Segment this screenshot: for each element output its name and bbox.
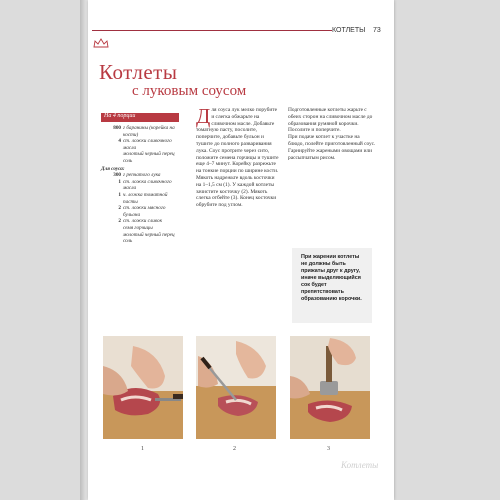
instructions-column-2	[288, 107, 376, 161]
page-number: 73	[373, 27, 381, 34]
meat-mallet-icon	[290, 336, 370, 439]
step-photo-2	[196, 336, 276, 439]
hands-cutting-meat-icon	[103, 336, 183, 439]
ingredient-item	[101, 151, 181, 158]
recipe-subtitle: с луковым соусом	[132, 83, 247, 99]
ingredient-qty: 800	[113, 125, 121, 131]
sauce-text: соль	[123, 238, 133, 245]
sauce-item	[101, 238, 181, 245]
sauce-qty: 1	[118, 178, 121, 185]
instructions-column-1	[196, 104, 281, 209]
ingredient-text: ст. ложки сливочного масла	[123, 138, 172, 151]
photo-caption-3: 3	[327, 446, 330, 452]
sauce-text: ст. ложки мясного бульона	[123, 205, 166, 218]
ingredient-qty: 4	[118, 138, 121, 145]
sauce-qty	[101, 232, 123, 239]
sauce-qty	[101, 225, 123, 232]
sauce-qty: 2	[118, 205, 121, 212]
ingredient-item	[101, 138, 181, 151]
crown-icon	[93, 38, 109, 48]
header-section-title: КОТЛЕТЫ	[332, 27, 366, 34]
sauce-item	[101, 179, 181, 192]
knife-trimming-bone-icon	[196, 336, 276, 439]
ingredient-text: г баранины (корейка на кости)	[123, 125, 175, 138]
step-photo-3	[290, 336, 370, 439]
ingredients-heading-bar	[101, 113, 179, 122]
ingredient-item	[101, 125, 181, 138]
sauce-qty	[101, 238, 123, 245]
tip-text: При жарении котлеты не должны быть прижаты друг к другу, иначе выделяющийся сок будет препятствовать образованию корочки.	[301, 254, 362, 302]
sauce-text: ст. ложка сливочного масла	[123, 178, 172, 192]
sauce-qty: 1	[118, 191, 121, 198]
sauce-item	[101, 205, 181, 218]
ingredients-list	[101, 125, 181, 245]
ingredient-text: соль	[123, 157, 133, 164]
ingredient-item	[101, 158, 181, 165]
recipe-title: Котлеты	[99, 60, 178, 84]
sauce-item	[101, 232, 181, 239]
sauce-item	[101, 192, 181, 205]
ingredient-text: молотый черный перец	[123, 151, 175, 158]
sauce-text: ч. ложка томатной пасты	[123, 191, 168, 205]
sauce-qty: 300	[113, 172, 121, 179]
sauce-item	[101, 172, 181, 179]
book-spine-shadow	[80, 0, 88, 500]
ingredients-heading: На 4 порции	[104, 113, 136, 119]
ingredient-qty	[101, 158, 123, 165]
instructions-paragraph: Подготовленные котлеты жарьте с обеих сторон на сливочном масле до образования румяной корочки. Посолите и поперчите.	[288, 107, 373, 134]
sauce-text: молотый черный перец	[123, 231, 175, 238]
header-rule	[92, 30, 332, 31]
step-photo-1	[103, 336, 183, 439]
ingredient-qty	[101, 151, 123, 158]
sauce-text: семя горчицы	[123, 224, 153, 231]
photo-caption-1: 1	[141, 446, 144, 452]
drop-cap: Д	[196, 104, 211, 128]
sauce-item	[101, 225, 181, 232]
instructions-paragraph: При подаче котлет к участке на блюдо, полейте приготовленный соус. Гарнируйте жареными овощами или рассыпчатым рисом.	[288, 134, 376, 161]
sauce-qty: 2	[118, 218, 121, 225]
instructions-text: ля соуса лук мелко порубите и слегка обжарьте на сливочном масле. Добавьте томатную пасту, посолите, поперчите, добавьте бульон и тушите до полного разваривания лука. Соус протрите через сито, положите семена горчицы и тушите еще 4–7 минут. Корейку разрежьте на тонкие порции по ширине кости. Мякоть надрежьте вдоль косточки на 1–1,5 см (1). У каждой котлеты зачистите косточку (2). Мякоть слегка отбейте (3). Конец косточки обрубите под углом.	[196, 107, 279, 209]
sauce-text: ст. ложки сливок	[123, 218, 162, 225]
photo-caption-2: 2	[233, 446, 236, 452]
sauce-item	[101, 218, 181, 225]
page-watermark: Котлеты	[341, 460, 379, 470]
sauce-text: г репчатого лука	[123, 172, 161, 179]
sauce-heading: Для соуса:	[101, 165, 125, 172]
